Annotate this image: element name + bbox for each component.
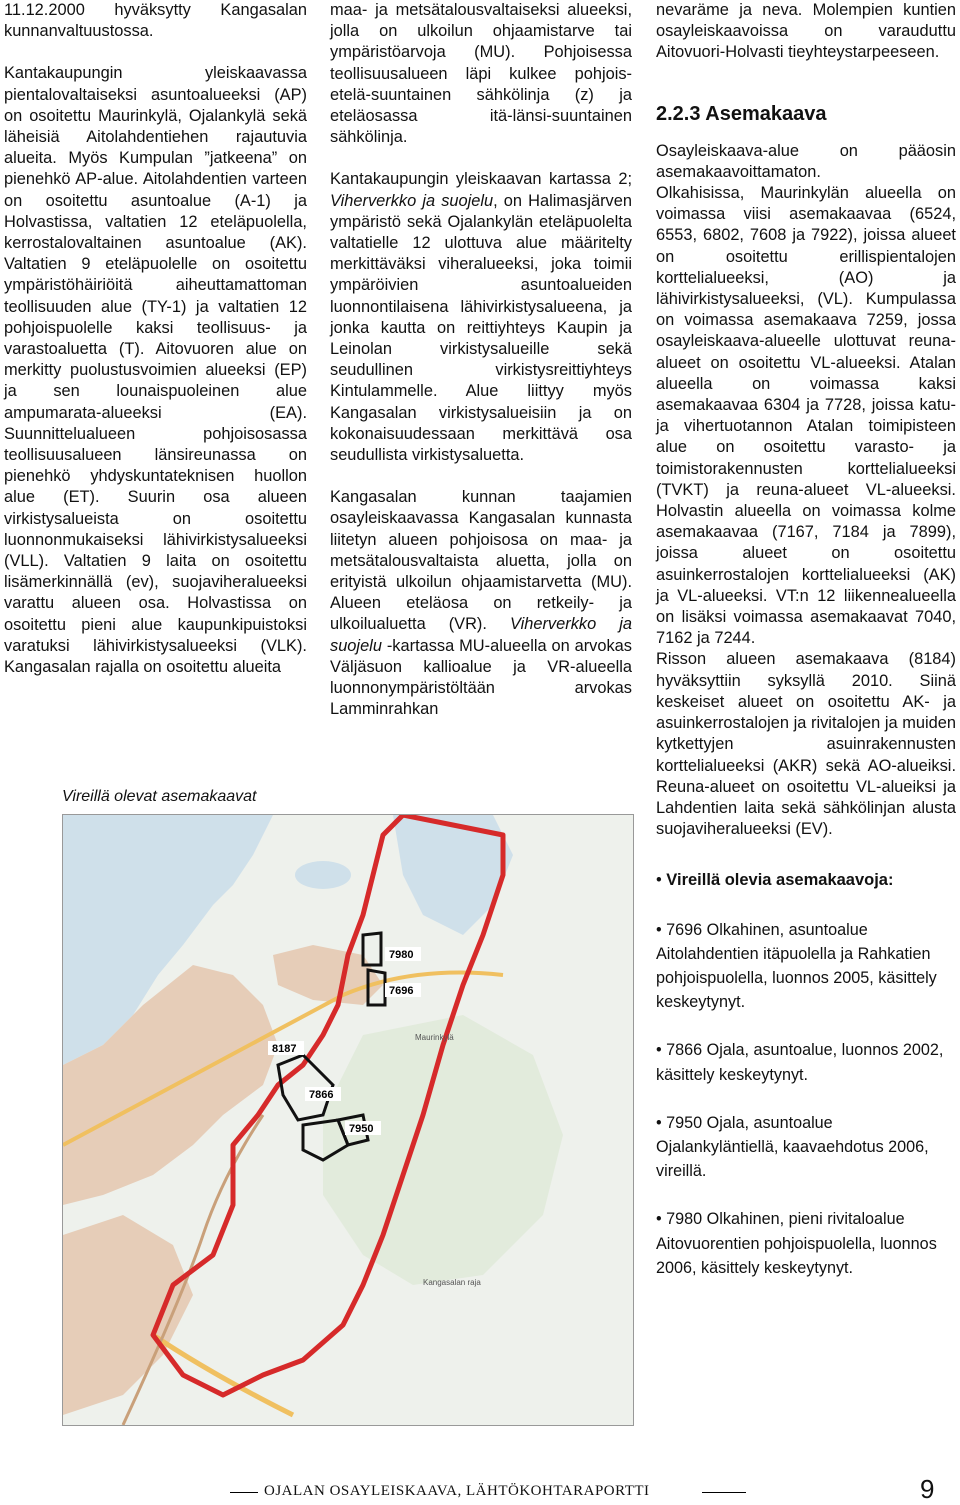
map-label: 7980 <box>389 949 414 961</box>
page-footer <box>230 1474 960 1504</box>
paragraph: Olkahisissa, Maurinkylän alueella on voimassa viisi asemakaavaa (6524, 6553, 6802, 7608 ja 7922), joissa alueet on osoitettu erillispientalojen korttelialueeksi, (AO) ja lähivirkistysalueeksi, (VL). Kumpulassa on voimassa asemakaava 7259, jossa osayleiskaava-alueelle ulottuvat reuna-alueet on osoitettu VL-alueeksi. Atalan alueella on voimassa kaksi asemakaavaa 6304 ja 7728, joissa katu- ja vihertuotannon Atalan toimipisteen alue on osoitettu varasto- ja toimistorakennusten korttelialueeksi (TVKT) ja reuna-alueet VL-alueeksi. Holvastin alueella on voimassa kolme asemakaavaa (7167, 7184 ja 7899), joissa alueet on osoitettu asuinkerrostalojen korttelialueeksi (AK) ja VL-alueeksi. VT:n 12 liikennealueella on lisäksi voimassa asemakaavat 7040, 7162 ja 7244. <box>656 184 956 648</box>
list-item: • 7950 Ojala, asuntoalue Ojalankyläntiellä, kaavaehdotus 2006, vireillä. <box>656 1113 929 1181</box>
footer-rule <box>702 1492 746 1493</box>
bullet-heading: • Vireillä olevia asemakaavoja: <box>656 871 894 890</box>
map-label: 7950 <box>349 1123 374 1135</box>
paragraph: Kangasalan kunnan taajamien osayleiskaavassa Kangasalan kunnasta liitetyn alueen pohjoisosa on maa- ja metsätalousvaltaista aluetta, jolla on erityistä ulkoilun ohjaamistarvetta (MU). Alueen eteläosa on retkeily- ja ulkoilualuetta (VR). Viherverkko ja suojelu -kartassa MU-alueella on arvokas Väljäsuon kallioalue ja VR-alueella luonnonympäristöltään arvokas Lamminrahkan <box>330 488 632 719</box>
plan-list <box>656 892 956 1280</box>
map-image <box>63 815 633 1425</box>
list-item: • 7696 Olkahinen, asuntoalue Aitolahdentien itäpuolella ja Rahkatien pohjoispuolella, luonnos 2005, käsittely keskeytynyt. <box>656 920 937 1012</box>
map-figure <box>62 814 634 1426</box>
paragraph: Kantakaupungin yleiskaavassa pientalovaltaiseksi asuntoalueeksi (AP) on osoitettu Maurinkylä, Ojalankylä sekä läheisiä Aitolahdentiehen rajautuvia alueita. Myös Kumpulan ”jatkeena” on pienehkö AP-alue. Aitolahdentien varteen on osoitettu asuntoalue (A-1) ja Holvastissa, valtatien 12 eteläpuolella, kerrostalovaltainen asuntoalue (AK). Valtatien 9 eteläpuolelle on osoitettu ympäristöhäiriöitä aiheuttamattoman teollisuuden alue (TY-1) ja valtatien 12 pohjoispuolelle kaksi teollisuus- ja varastoaluetta (T). Aitovuoren alue on merkitty puolustusvoimien alueeksi (EP) ja sen lounaispuoleinen alue ampumarata-alueeksi (EA). Suunnittelualueen pohjoisosassa teollisuusalueen länsireunassa on pienehkö yhdyskuntateknisen huollon alue (ET). Suurin osa alueen virkistysalueista on osoitettu luonnonmukaiseksi lähivirkistysalueeksi (VLL). Valtatien 9 laita on osoitettu lisämerkinnällä (ev), suojaviheralueeksi varattu alueen osa. Holvastissa on osoitettu pieni alue kaupunkipuistoksi varatuksi lähivirkistysalueeksi (VLK). Kangasalan rajalla on osoitettu alueita <box>4 64 307 677</box>
map-label: 8187 <box>272 1043 297 1055</box>
paragraph: 11.12.2000 hyväksytty Kangasalan kunnanvaltuustossa. <box>4 1 307 41</box>
paragraph: Kantakaupungin yleiskaavan kartassa 2; Viherverkko ja suojelu, on Halimasjärven ympäristö sekä Ojalankylän eteläpuolelta valtatielle 12 ulottuva alue määritelty merkittäväksi viheralueeksi, joka toimii ympäröivien asuntoalueiden luonnontilaisena lähivirkistysalueena, ja jonka kautta on reittiyhteys Kaupin ja Leinolan virkistysalueille sekä seudullinen virkistysreittiyhteys Kintulammelle. Alue liittyy myös Kangasalan virkistysalueisiin ja on kokonaisuudessaan merkittävä osa seudullista virkistysaluetta. <box>330 170 632 465</box>
footer-rule <box>230 1492 258 1493</box>
paragraph: Risson alueen asemakaava (8184) hyväksyttiin syksyllä 2010. Siinä keskeiset alueet on osoitettu AK- ja asuinkerrostalojen ja rivitalojen ja muiden kytkettyjen asuinrakennusten korttelialueeksi (AKR) sekä AO-alueiksi. Reuna-alueet on osoitettu VL-alueiksi ja Lahdentien laita sekä sähkölinjan alusta suojaviheralueeksi (EV). <box>656 650 956 839</box>
map-place-label: Kangasalan raja <box>423 1278 481 1287</box>
bullet-icon: • <box>656 871 667 890</box>
list-item: • 7980 Olkahinen, pieni rivitaloalue Aitovuorentien pohjoispuolella, luonnos 2006, käsittely keskeytynyt. <box>656 1210 937 1277</box>
page-number: 9 <box>920 1474 935 1504</box>
text-column-middle <box>330 0 632 721</box>
map-caption: Vireillä olevat asemakaavat <box>62 788 257 805</box>
map-label: 7866 <box>309 1089 334 1101</box>
footer-title: OJALAN OSAYLEISKAAVA, LÄHTÖKOHTARAPORTTI <box>264 1483 650 1499</box>
paragraph: nevaräme ja neva. Molempien kuntien osayleiskaavoissa on varauduttu Aitovuori-Holvasti tieyhteystarpeeseen. <box>656 1 956 62</box>
section-heading: 2.2.3 Asemakaava <box>656 102 827 125</box>
text-column-left <box>4 0 307 678</box>
text-column-right <box>656 0 956 1280</box>
paragraph: Osayleiskaava-alue on pääosin asemakaavoittamaton. <box>656 141 956 181</box>
map-label: 7696 <box>389 985 414 997</box>
list-item: • 7866 Ojala, asuntoalue, luonnos 2002, käsittely keskeytynyt. <box>656 1041 944 1084</box>
map-place-label: Maurinkylä <box>415 1033 454 1042</box>
paragraph: maa- ja metsätalousvaltaiseksi alueeksi, jolla on ulkoilun ohjaamistarve tai ympäristöarvoja (MU). Pohjoisessa teollisuusalueen läpi kulkee pohjois-etelä-suuntainen sähkölinja (z) ja eteläosassa itä-länsi-suuntainen sähkölinja. <box>330 1 632 147</box>
